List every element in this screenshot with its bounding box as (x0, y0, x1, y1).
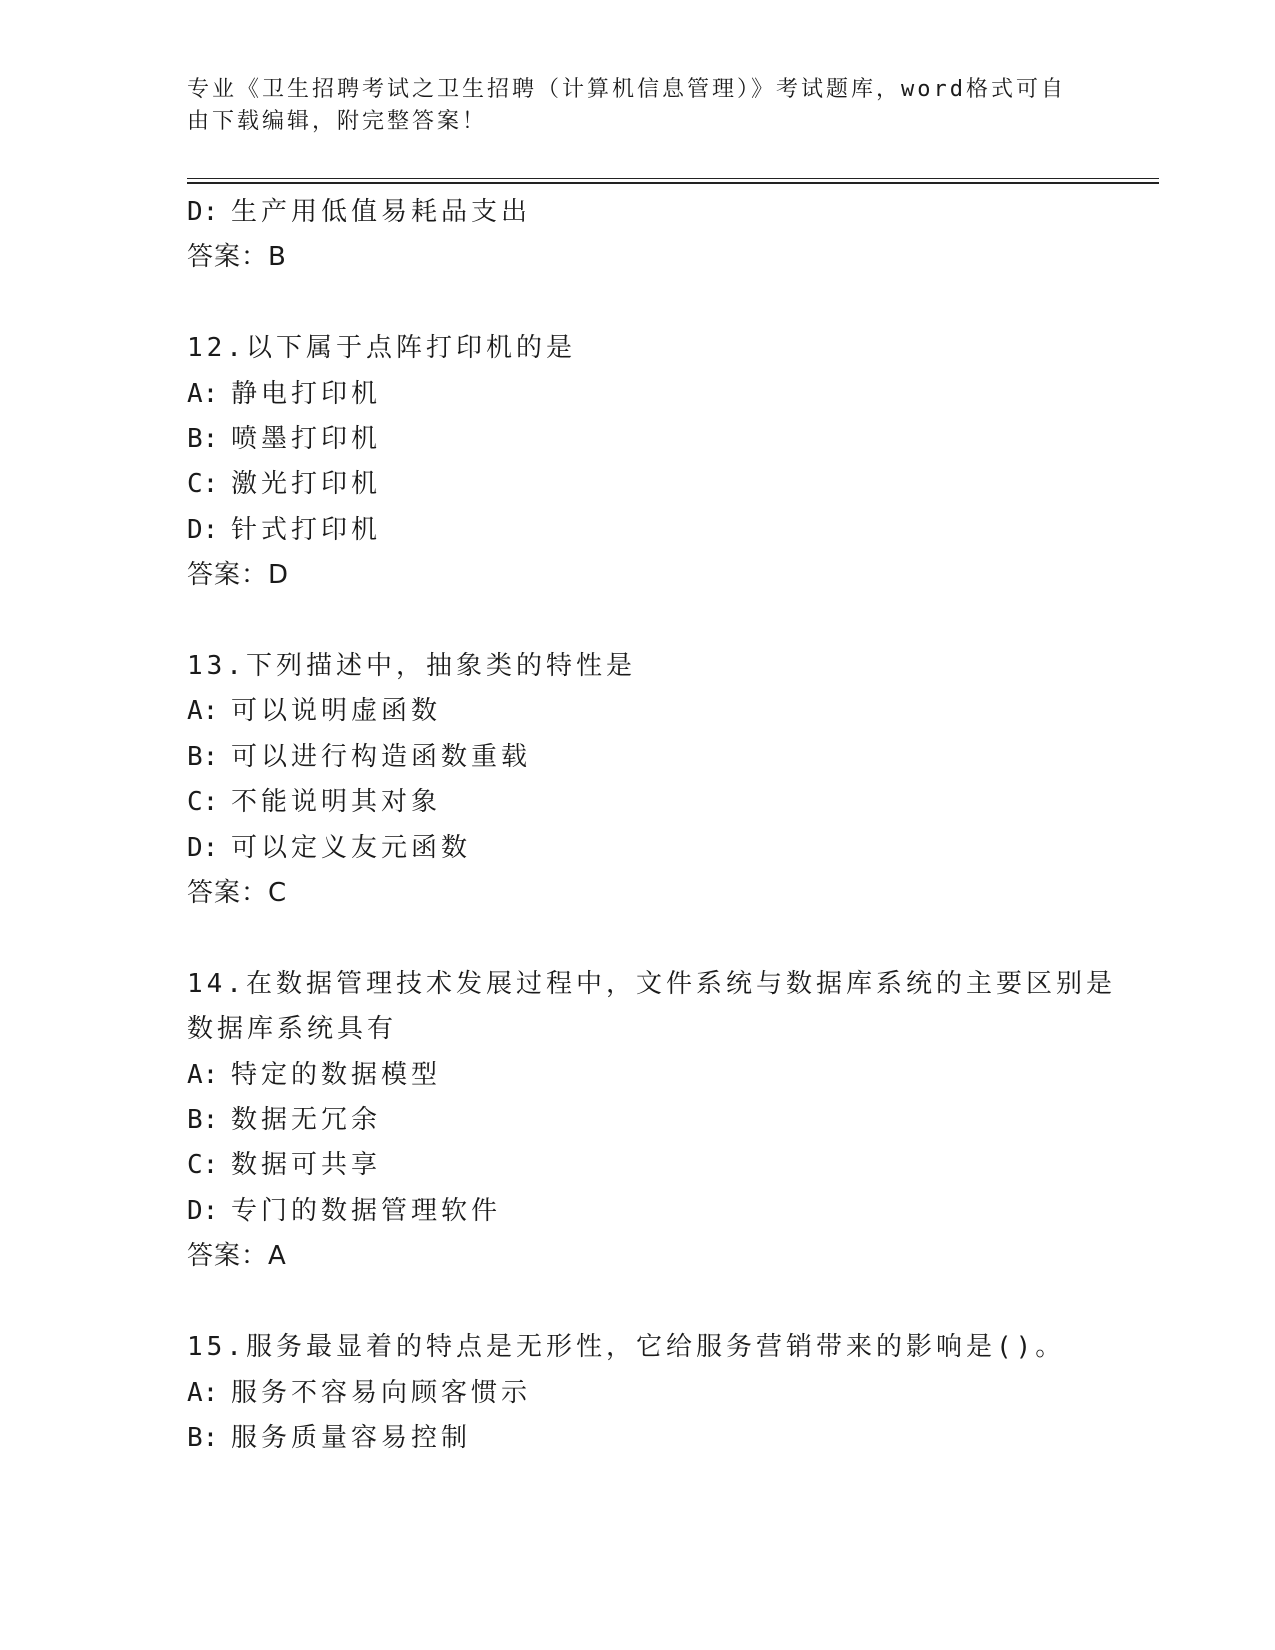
option-b (187, 735, 1087, 780)
option-key: A: (187, 378, 219, 409)
option-b (187, 1098, 1087, 1143)
spacer (187, 1280, 1087, 1325)
question-stem-line-1: 14.在数据管理技术发展过程中，文件系统与数据库系统的主要区别是 (187, 968, 1116, 999)
option-d (187, 508, 1087, 553)
option-c (187, 780, 1087, 825)
option-key: D: (187, 1195, 219, 1226)
option-b (187, 417, 1087, 462)
answer-line: 答案：C (187, 878, 288, 909)
option-a (187, 372, 1087, 417)
option-key: D: (187, 197, 219, 227)
option-a (187, 1371, 1087, 1416)
question-stem: 12.以下属于点阵打印机的是 (187, 333, 576, 364)
option-a (187, 1053, 1087, 1098)
option-text: 可以进行构造函数重载 (231, 741, 532, 772)
spacer (187, 281, 1087, 326)
option-key: C: (187, 787, 219, 818)
option-b (187, 1416, 1087, 1461)
option-key: A: (187, 1377, 219, 1408)
option-text: 特定的数据模型 (231, 1059, 442, 1090)
option-text: 针式打印机 (231, 514, 382, 545)
option-key: B: (187, 1422, 219, 1453)
header-rule-thick (187, 182, 1159, 184)
option-key: C: (187, 469, 219, 500)
spacer (187, 599, 1087, 644)
option-text: 生产用低值易耗品支出 (231, 197, 532, 227)
question-list (187, 190, 1116, 1461)
answer-line: 答案：A (187, 1241, 287, 1272)
document-header (187, 74, 1067, 138)
header-line-1: 专业《卫生招聘考试之卫生招聘（计算机信息管理）》考试题库，word格式可自 (187, 77, 1066, 102)
option-text: 服务不容易向顾客惯示 (231, 1377, 532, 1408)
question-stem: 13.下列描述中，抽象类的特性是 (187, 651, 636, 682)
question-stem-line-2: 数据库系统具有 (187, 1014, 398, 1045)
option-text: 专门的数据管理软件 (231, 1195, 502, 1226)
answer-line: 答案：B (187, 242, 287, 273)
option-text: 喷墨打印机 (231, 424, 382, 455)
option-key: D: (187, 514, 219, 545)
option-key: B: (187, 741, 219, 772)
option-text: 静电打印机 (231, 378, 382, 409)
spacer (187, 916, 1087, 961)
answer-line: 答案：D (187, 560, 290, 591)
option-a (187, 689, 1087, 734)
option-text: 数据无冗余 (231, 1105, 382, 1136)
option-c (187, 1143, 1087, 1188)
option-text: 数据可共享 (231, 1150, 382, 1181)
option-text: 可以定义友元函数 (231, 832, 472, 863)
option-key: B: (187, 1105, 219, 1136)
header-rule-thin (187, 178, 1159, 179)
option-text: 不能说明其对象 (231, 787, 442, 818)
question-stem: 15.服务最显着的特点是无形性，它给服务营销带来的影响是()。 (187, 1332, 1066, 1363)
option-text: 服务质量容易控制 (231, 1422, 472, 1453)
header-line-2: 由下载编辑，附完整答案！ (187, 109, 488, 134)
option-d (187, 826, 1087, 871)
option-key: B: (187, 424, 219, 455)
option-key: A: (187, 1059, 219, 1090)
option-d (187, 1189, 1087, 1234)
option-key: A: (187, 696, 219, 727)
option-c (187, 462, 1087, 507)
option-text: 激光打印机 (231, 469, 382, 500)
option-key: C: (187, 1150, 219, 1181)
option-text: 可以说明虚函数 (231, 696, 442, 727)
option-d (187, 190, 1087, 235)
option-key: D: (187, 832, 219, 863)
